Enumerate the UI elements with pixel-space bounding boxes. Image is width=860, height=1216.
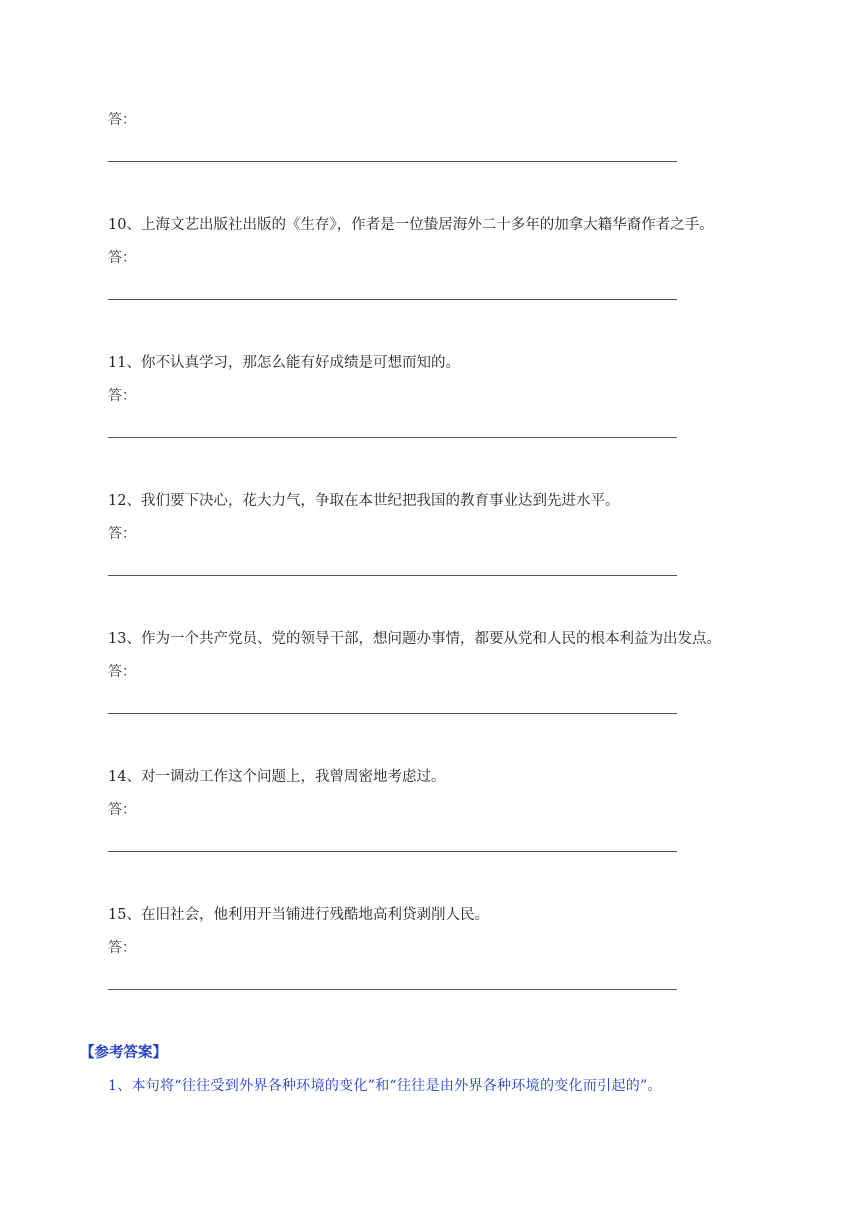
answer-label: 答： bbox=[108, 112, 136, 128]
answer-label: 答： bbox=[108, 388, 136, 404]
answer-line[interactable] bbox=[108, 299, 677, 300]
answer-label: 答： bbox=[108, 250, 136, 266]
answer-line[interactable] bbox=[108, 575, 677, 576]
reference-answer-header: 【参考答案】 bbox=[80, 1044, 167, 1061]
answer-line[interactable] bbox=[108, 437, 677, 438]
question-13: 13、作为一个共产党员、党的领导干部，想问题办事情，都要从党和人民的根本利益为出发点。 bbox=[108, 631, 721, 647]
answer-label: 答： bbox=[108, 940, 136, 956]
answer-line[interactable] bbox=[108, 161, 677, 162]
answer-label: 答： bbox=[108, 664, 136, 680]
reference-answer-item: 1、本句将“往往受到外界各种环境的变化”和“往往是由外界各种环境的变化而引起的”。 bbox=[108, 1078, 662, 1094]
question-14: 14、对一调动工作这个问题上，我曾周密地考虑过。 bbox=[108, 769, 446, 785]
answer-label: 答： bbox=[108, 802, 136, 818]
question-12: 12、我们要下决心，花大力气，争取在本世纪把我国的教育事业达到先进水平。 bbox=[108, 493, 620, 509]
question-15: 15、在旧社会，他利用开当铺进行残酷地高利贷剥削人民。 bbox=[108, 907, 489, 923]
answer-label: 答： bbox=[108, 526, 136, 542]
answer-line[interactable] bbox=[108, 851, 677, 852]
question-10: 10、上海文艺出版社出版的《生存》，作者是一位蛰居海外二十多年的加拿大籍华裔作者之手。 bbox=[108, 217, 714, 233]
answer-line[interactable] bbox=[108, 713, 677, 714]
answer-line[interactable] bbox=[108, 989, 677, 990]
question-11: 11、你不认真学习，那怎么能有好成绩是可想而知的。 bbox=[108, 355, 460, 371]
